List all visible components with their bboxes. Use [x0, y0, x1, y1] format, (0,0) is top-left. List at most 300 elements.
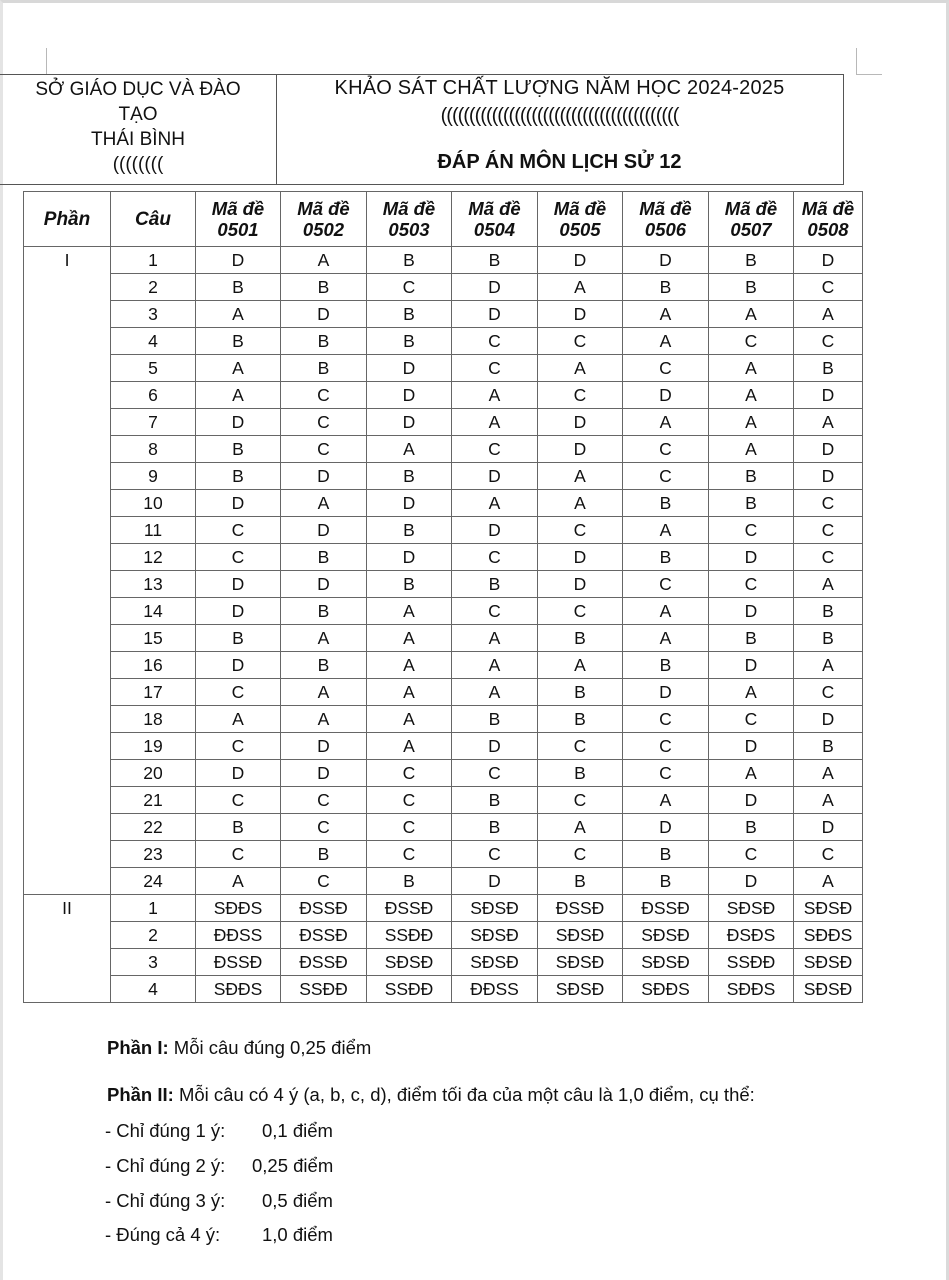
answer-cell: A — [367, 598, 452, 625]
answer-cell: A — [281, 490, 367, 517]
question-number: 2 — [111, 922, 196, 949]
answer-cell: A — [367, 652, 452, 679]
answer-cell: C — [367, 787, 452, 814]
answer-cell: A — [794, 652, 863, 679]
table-row — [24, 382, 863, 409]
code-number: 0508 — [807, 219, 849, 240]
score-rule-label: - Chỉ đúng 3 ý: — [105, 1190, 226, 1211]
answer-cell: A — [709, 409, 794, 436]
answer-cell: C — [281, 787, 367, 814]
answer-cell: A — [196, 868, 281, 895]
answer-cell: SĐSĐ — [452, 895, 538, 922]
department-line: TẠO — [118, 104, 158, 125]
doc-title: ĐÁP ÁN MÔN LỊCH SỬ 12 — [437, 151, 682, 173]
answer-cell: C — [367, 814, 452, 841]
answer-cell: B — [623, 841, 709, 868]
answer-cell: B — [709, 625, 794, 652]
exam-title: KHẢO SÁT CHẤT LƯỢNG NĂM HỌC 2024-2025 — [334, 77, 785, 99]
question-number: 9 — [111, 463, 196, 490]
answer-cell: B — [452, 706, 538, 733]
table-row — [24, 436, 863, 463]
answer-cell: D — [709, 544, 794, 571]
answer-cell: C — [794, 274, 863, 301]
answer-cell: SĐSĐ — [367, 949, 452, 976]
answer-cell: B — [281, 598, 367, 625]
answer-cell: A — [196, 301, 281, 328]
answer-cell: D — [196, 652, 281, 679]
question-number: 21 — [111, 787, 196, 814]
answer-cell: B — [281, 652, 367, 679]
answer-cell: C — [196, 841, 281, 868]
note-part1-text: Mỗi câu đúng 0,25 điểm — [168, 1037, 372, 1058]
note-part1-label: Phần I: — [107, 1037, 169, 1058]
answer-cell: D — [196, 571, 281, 598]
question-number: 18 — [111, 706, 196, 733]
answer-cell: ĐĐSS — [452, 976, 538, 1003]
question-number: 7 — [111, 409, 196, 436]
answer-cell: C — [538, 598, 623, 625]
part-cell — [24, 787, 111, 814]
code-label: Mã đề — [382, 198, 436, 219]
answer-cell: C — [281, 868, 367, 895]
question-number: 20 — [111, 760, 196, 787]
answer-cell: A — [623, 598, 709, 625]
table-row — [24, 571, 863, 598]
part-cell — [24, 436, 111, 463]
answer-cell: D — [452, 517, 538, 544]
part-cell — [24, 679, 111, 706]
question-number: 11 — [111, 517, 196, 544]
column-header-phan: Phần — [24, 192, 111, 247]
answer-cell: A — [794, 571, 863, 598]
answer-cell: B — [367, 301, 452, 328]
score-rule — [105, 1120, 333, 1142]
table-row — [24, 274, 863, 301]
answer-cell: C — [452, 436, 538, 463]
code-number: 0506 — [644, 219, 687, 240]
answer-cell: B — [709, 490, 794, 517]
answer-cell: C — [709, 517, 794, 544]
answer-cell: SĐSĐ — [623, 949, 709, 976]
answer-cell: A — [709, 382, 794, 409]
answer-cell: SĐSĐ — [794, 976, 863, 1003]
answer-cell: D — [367, 490, 452, 517]
answer-cell: D — [709, 787, 794, 814]
table-row — [24, 787, 863, 814]
answer-cell: A — [794, 760, 863, 787]
note-part2 — [107, 1084, 755, 1106]
answer-cell: A — [623, 517, 709, 544]
part-cell — [24, 814, 111, 841]
code-label: Mã đề — [211, 198, 265, 219]
answer-cell: D — [196, 490, 281, 517]
part-cell — [24, 517, 111, 544]
answer-cell: D — [709, 733, 794, 760]
answer-cell: B — [623, 652, 709, 679]
question-number: 3 — [111, 949, 196, 976]
answer-cell: D — [452, 463, 538, 490]
answer-cell: SĐĐS — [794, 922, 863, 949]
answer-cell: B — [709, 247, 794, 274]
answer-cell: ĐSĐS — [709, 922, 794, 949]
part-cell — [24, 760, 111, 787]
question-number: 5 — [111, 355, 196, 382]
answer-cell: C — [538, 382, 623, 409]
answer-cell: B — [538, 868, 623, 895]
answer-cell: D — [538, 301, 623, 328]
answer-cell: D — [196, 409, 281, 436]
answer-cell: ĐSSĐ — [538, 895, 623, 922]
answer-cell: B — [538, 679, 623, 706]
answer-cell: A — [281, 679, 367, 706]
part-cell — [24, 868, 111, 895]
question-number: 3 — [111, 301, 196, 328]
answer-cell: A — [623, 328, 709, 355]
answer-cell: B — [709, 274, 794, 301]
score-rule-label: - Chỉ đúng 2 ý: — [105, 1155, 226, 1176]
answer-cell: C — [452, 841, 538, 868]
answer-cell: B — [367, 517, 452, 544]
answer-cell: B — [281, 274, 367, 301]
answer-cell: D — [623, 814, 709, 841]
answer-cell: D — [623, 382, 709, 409]
code-label: Mã đề — [468, 198, 521, 219]
score-rule — [105, 1190, 333, 1212]
answer-cell: C — [452, 598, 538, 625]
answer-cell: C — [623, 571, 709, 598]
code-label: Mã đề — [639, 198, 692, 219]
answer-cell: A — [623, 787, 709, 814]
table-row — [24, 949, 863, 976]
part-cell — [24, 922, 111, 949]
answer-cell: A — [709, 679, 794, 706]
answer-table — [23, 191, 863, 1003]
answer-cell: B — [538, 760, 623, 787]
score-rule-value: 0,25 điểm — [252, 1155, 334, 1176]
part-cell — [24, 490, 111, 517]
answer-cell: A — [709, 355, 794, 382]
part-cell — [24, 625, 111, 652]
answer-cell: SĐSĐ — [452, 922, 538, 949]
answer-cell: ĐSSĐ — [281, 895, 367, 922]
note-part2-text: Mỗi câu có 4 ý (a, b, c, d), điểm tối đa của một câu là 1,0 điểm, cụ thể: — [173, 1084, 755, 1105]
answer-cell: D — [452, 301, 538, 328]
answer-cell: B — [196, 274, 281, 301]
part-cell — [24, 949, 111, 976]
answer-cell: SĐĐS — [709, 976, 794, 1003]
answer-cell: C — [794, 841, 863, 868]
answer-cell: ĐSSĐ — [281, 949, 367, 976]
column-header-cau: Câu — [111, 192, 196, 247]
answer-cell: D — [281, 463, 367, 490]
answer-cell: B — [623, 490, 709, 517]
answer-cell: C — [623, 355, 709, 382]
answer-cell: SĐSĐ — [794, 949, 863, 976]
column-header-code — [709, 192, 794, 247]
answer-cell: C — [196, 787, 281, 814]
answer-cell: C — [196, 517, 281, 544]
part-cell — [24, 355, 111, 382]
answer-cell: A — [709, 760, 794, 787]
table-row — [24, 760, 863, 787]
table-row — [24, 706, 863, 733]
question-number: 4 — [111, 328, 196, 355]
answer-cell: SĐSĐ — [452, 949, 538, 976]
answer-cell: D — [709, 652, 794, 679]
answer-cell: B — [452, 787, 538, 814]
answer-cell: C — [452, 544, 538, 571]
part-cell — [24, 328, 111, 355]
part-cell — [24, 976, 111, 1003]
question-number: 17 — [111, 679, 196, 706]
answer-cell: D — [794, 463, 863, 490]
answer-cell: C — [538, 517, 623, 544]
answer-cell: SĐSĐ — [623, 922, 709, 949]
answer-cell: C — [367, 760, 452, 787]
answer-cell: A — [452, 679, 538, 706]
answer-cell: A — [367, 706, 452, 733]
answer-cell: C — [196, 679, 281, 706]
answer-cell: A — [367, 733, 452, 760]
answer-cell: B — [196, 436, 281, 463]
answer-cell: D — [709, 598, 794, 625]
answer-cell: C — [281, 409, 367, 436]
question-number: 1 — [111, 895, 196, 922]
answer-cell: C — [196, 733, 281, 760]
answer-cell: B — [538, 625, 623, 652]
table-row — [24, 247, 863, 274]
part-cell — [24, 301, 111, 328]
answer-cell: D — [367, 409, 452, 436]
answer-cell: SĐSĐ — [538, 922, 623, 949]
answer-cell: B — [196, 625, 281, 652]
code-number: 0503 — [388, 219, 430, 240]
answer-cell: D — [709, 868, 794, 895]
answer-cell: A — [623, 409, 709, 436]
code-number: 0507 — [730, 219, 772, 240]
answer-cell: B — [794, 625, 863, 652]
answer-cell: C — [623, 463, 709, 490]
question-number: 22 — [111, 814, 196, 841]
note-part2-label: Phần II: — [107, 1084, 174, 1105]
answer-cell: SSĐĐ — [281, 976, 367, 1003]
answer-cell: C — [709, 328, 794, 355]
question-number: 8 — [111, 436, 196, 463]
margin-mark-top-left — [46, 48, 47, 74]
question-number: 6 — [111, 382, 196, 409]
answer-cell: D — [794, 436, 863, 463]
answer-cell: B — [367, 571, 452, 598]
answer-cell: D — [367, 382, 452, 409]
column-header-code — [281, 192, 367, 247]
answer-cell: SĐSĐ — [709, 895, 794, 922]
answer-cell: D — [538, 436, 623, 463]
answer-cell: D — [452, 733, 538, 760]
part-cell — [24, 652, 111, 679]
department-line: THÁI BÌNH — [91, 129, 185, 150]
question-number: 14 — [111, 598, 196, 625]
answer-cell: A — [709, 436, 794, 463]
answer-cell: A — [794, 301, 863, 328]
answer-cell: A — [538, 274, 623, 301]
answer-cell: B — [367, 328, 452, 355]
answer-cell: A — [709, 301, 794, 328]
question-number: 2 — [111, 274, 196, 301]
answer-cell: A — [538, 490, 623, 517]
table-row — [24, 976, 863, 1003]
answer-cell: D — [794, 382, 863, 409]
answer-cell: A — [452, 382, 538, 409]
answer-cell: A — [794, 787, 863, 814]
answer-cell: SSĐĐ — [709, 949, 794, 976]
answer-cell: A — [196, 706, 281, 733]
answer-cell: B — [367, 868, 452, 895]
part-cell: I — [24, 247, 111, 274]
answer-cell: D — [367, 544, 452, 571]
answer-cell: B — [794, 598, 863, 625]
table-row — [24, 301, 863, 328]
answer-cell: C — [623, 733, 709, 760]
table-header-row — [24, 192, 863, 247]
part-cell — [24, 274, 111, 301]
question-number: 1 — [111, 247, 196, 274]
department-decoration: (((((((( — [112, 154, 164, 175]
answer-cell: C — [538, 841, 623, 868]
document-header — [0, 74, 844, 185]
column-header-code — [623, 192, 709, 247]
part-cell — [24, 382, 111, 409]
code-number: 0505 — [559, 219, 601, 240]
score-rule-value: 1,0 điểm — [262, 1224, 333, 1245]
table-row — [24, 328, 863, 355]
answer-cell: B — [623, 274, 709, 301]
answer-cell: A — [196, 355, 281, 382]
answer-cell: C — [281, 436, 367, 463]
answer-cell: ĐĐSS — [196, 922, 281, 949]
question-number: 16 — [111, 652, 196, 679]
question-number: 19 — [111, 733, 196, 760]
code-label: Mã đề — [724, 198, 778, 219]
score-rule-value: 0,1 điểm — [262, 1120, 333, 1141]
answer-cell: B — [281, 355, 367, 382]
column-header-code — [794, 192, 863, 247]
answer-cell: A — [623, 625, 709, 652]
column-header-code — [538, 192, 623, 247]
answer-cell: D — [623, 247, 709, 274]
answer-cell: D — [794, 247, 863, 274]
answer-cell: D — [794, 814, 863, 841]
answer-cell: A — [452, 409, 538, 436]
question-number: 12 — [111, 544, 196, 571]
answer-cell: C — [367, 841, 452, 868]
answer-cell: A — [794, 409, 863, 436]
code-label: Mã đề — [297, 198, 350, 219]
table-row — [24, 463, 863, 490]
part-cell: II — [24, 895, 111, 922]
answer-cell: B — [623, 868, 709, 895]
answer-cell: ĐSSĐ — [367, 895, 452, 922]
column-header-code — [367, 192, 452, 247]
table-row — [24, 625, 863, 652]
part-cell — [24, 598, 111, 625]
answer-cell: A — [281, 247, 367, 274]
score-rule-label: - Chỉ đúng 1 ý: — [105, 1120, 226, 1141]
answer-cell: SĐSĐ — [794, 895, 863, 922]
part-cell — [24, 733, 111, 760]
answer-cell: D — [281, 517, 367, 544]
part-cell — [24, 841, 111, 868]
answer-cell: D — [367, 355, 452, 382]
answer-cell: SĐSĐ — [538, 949, 623, 976]
part-cell — [24, 463, 111, 490]
answer-cell: D — [196, 598, 281, 625]
answer-cell: D — [538, 544, 623, 571]
score-rule-value: 0,5 điểm — [262, 1190, 333, 1211]
table-row — [24, 679, 863, 706]
answer-cell: B — [452, 247, 538, 274]
answer-cell: D — [196, 760, 281, 787]
answer-cell: A — [452, 490, 538, 517]
question-number: 24 — [111, 868, 196, 895]
department-line: SỞ GIÁO DỤC VÀ ĐÀO — [35, 79, 241, 100]
answer-cell: B — [452, 571, 538, 598]
code-label: Mã đề — [553, 198, 607, 219]
question-number: 13 — [111, 571, 196, 598]
table-row — [24, 652, 863, 679]
answer-cell: B — [367, 247, 452, 274]
answer-cell: D — [281, 301, 367, 328]
answer-cell: SĐĐS — [623, 976, 709, 1003]
answer-cell: C — [196, 544, 281, 571]
answer-cell: D — [538, 571, 623, 598]
table-row — [24, 814, 863, 841]
answer-cell: C — [709, 571, 794, 598]
table-row — [24, 922, 863, 949]
answer-cell: C — [538, 733, 623, 760]
answer-cell: B — [452, 814, 538, 841]
answer-cell: ĐSSĐ — [623, 895, 709, 922]
answer-cell: B — [196, 463, 281, 490]
answer-cell: ĐSSĐ — [196, 949, 281, 976]
answer-cell: B — [709, 814, 794, 841]
answer-cell: B — [281, 328, 367, 355]
margin-mark-top-right — [856, 48, 857, 74]
answer-cell: SSĐĐ — [367, 976, 452, 1003]
answer-cell: A — [538, 355, 623, 382]
table-row — [24, 409, 863, 436]
answer-cell: B — [281, 544, 367, 571]
note-part1 — [107, 1037, 371, 1059]
title-decoration: (((((((((((((((((((((((((((((((((((((((((( — [440, 105, 679, 127]
answer-cell: C — [623, 436, 709, 463]
answer-cell: A — [794, 868, 863, 895]
answer-cell: D — [281, 571, 367, 598]
answer-cell: B — [367, 463, 452, 490]
code-number: 0504 — [473, 219, 516, 240]
answer-cell: D — [281, 760, 367, 787]
column-header-code — [196, 192, 281, 247]
answer-cell: C — [538, 787, 623, 814]
answer-cell: B — [196, 328, 281, 355]
table-row — [24, 490, 863, 517]
answer-cell: A — [367, 625, 452, 652]
answer-cell: D — [623, 679, 709, 706]
margin-mark-top-right-h — [856, 74, 882, 75]
table-row — [24, 355, 863, 382]
answer-cell: A — [196, 382, 281, 409]
answer-cell: C — [367, 274, 452, 301]
answer-cell: B — [794, 355, 863, 382]
